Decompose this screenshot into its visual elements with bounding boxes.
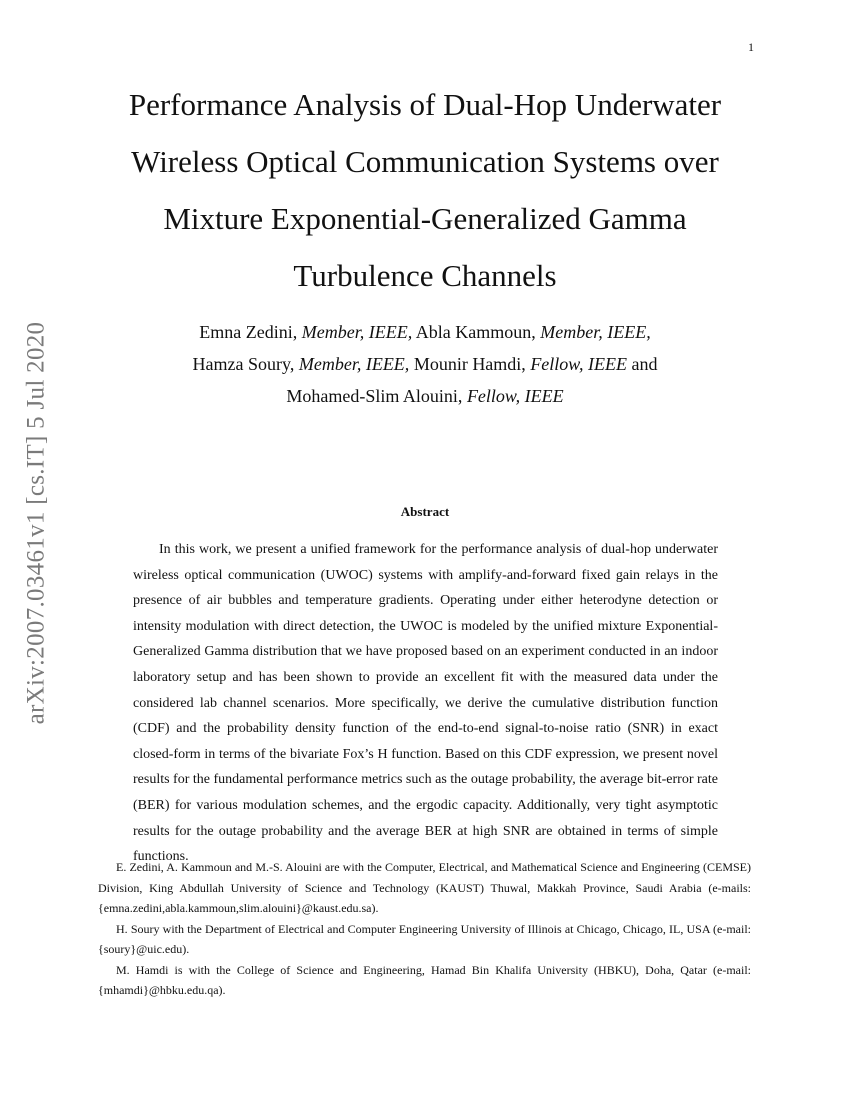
- author-line-3: [100, 380, 750, 412]
- author-name: Hamza Soury,: [192, 354, 299, 374]
- author-name: Mounir Hamdi,: [409, 354, 531, 374]
- author-membership: Member, IEEE,: [298, 354, 410, 374]
- author-name: Abla Kammoun,: [412, 322, 541, 342]
- author-membership: Fellow, IEEE: [466, 386, 564, 406]
- page-number: 1: [748, 40, 754, 54]
- author-membership: Member, IEEE,: [301, 322, 413, 342]
- author-conjunction: and: [626, 354, 658, 374]
- abstract-text: In this work, we present a unified framework for the performance analysis of dual-hop underwater wireless optical communication (UWOC) systems with amplify-and-forward fixed gain relays in the presence of air bubbles and temperature gradients. Operating under either heterodyne detection or intensity modulation with direct detection, the UWOC is modeled by the unified mixture Exponential-Generalized Gamma distribution that we have proposed based on an experiment conducted in an indoor laboratory setup and has been shown to provide an excellent fit with the measured data under the considered lab channel scenarios. More specifically, we derive the cumulative distribution function (CDF) and the probability density function of the end-to-end signal-to-noise ratio (SNR) in exact closed-form in terms of the bivariate Fox’s H function. Based on this CDF expression, we present novel results for the fundamental performance metrics such as the outage probability, the average bit-error rate (BER) for various modulation schemes, and the ergodic capacity. Additionally, very tight asymptotic results for the outage probability and the average BER at high SNR are obtained in terms of simple functions.: [133, 542, 718, 865]
- author-membership: Member, IEEE,: [540, 322, 651, 342]
- author-membership: Fellow, IEEE: [530, 354, 627, 374]
- footnote: M. Hamdi is with the College of Science and Engineering, Hamad Bin Khalifa University (HBKU), Doha, Qatar (e-mail:{mhamdi}@hbku.edu.qa).: [98, 962, 751, 997]
- author-line-1: [100, 316, 750, 348]
- footnote: E. Zedini, A. Kammoun and M.-S. Alouini are with the Computer, Electrical, and Mathematical Science and Engineering (CEMSE) Division, King Abdullah University of Science and Technology (KAUST) Thuwal, Makkah Province, Saudi Arabia (e-mails:{emna.zedini,abla.kammoun,slim.alouini}@kaust.edu.sa).: [98, 860, 751, 915]
- footnote: H. Soury with the Department of Electrical and Computer Engineering University of Illinois at Chicago, Chicago, IL, USA (e-mail:{soury}@uic.edu).: [98, 921, 751, 956]
- title-line: Mixture Exponential-Generalized Gamma: [163, 201, 687, 236]
- author-list: [100, 316, 750, 412]
- abstract-heading: Abstract: [400, 504, 450, 519]
- author-name: Mohamed-Slim Alouini,: [286, 386, 467, 406]
- author-line-2: [100, 348, 750, 380]
- author-name: Emna Zedini,: [199, 322, 302, 342]
- arxiv-identifier-text: arXiv:2007.03461v1 [cs.IT] 5 Jul 2020: [22, 321, 49, 724]
- title-line: Wireless Optical Communication Systems over: [131, 144, 719, 179]
- paper-title: [60, 76, 790, 304]
- title-line: Performance Analysis of Dual-Hop Underwater: [128, 87, 722, 122]
- arxiv-identifier-stamp: [8, 300, 64, 745]
- title-line: Turbulence Channels: [293, 258, 557, 293]
- author-affiliation-footnotes: [98, 857, 751, 1001]
